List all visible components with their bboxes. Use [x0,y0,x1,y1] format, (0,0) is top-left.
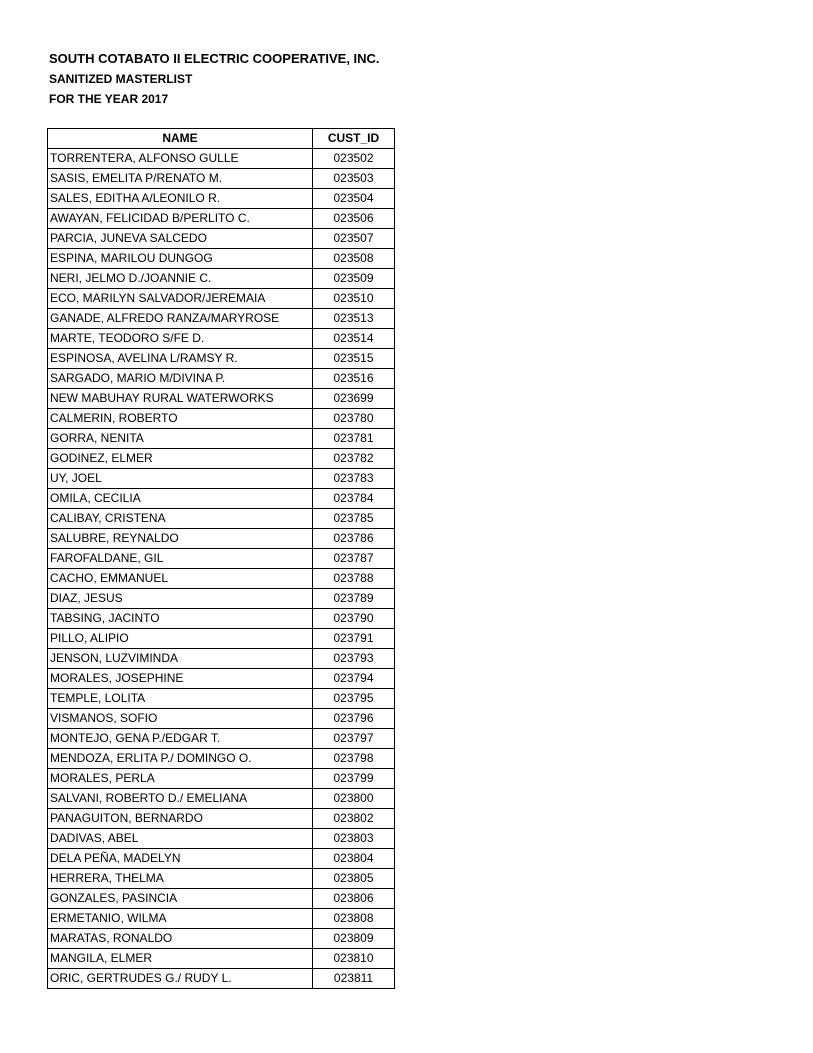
table-row [48,249,395,269]
table-row [48,189,395,209]
table-row [48,349,395,369]
customer-id-cell: 023795 [313,689,395,709]
customer-id-cell: 023782 [313,449,395,469]
table-row [48,869,395,889]
document-header [49,49,380,109]
customer-id-cell: 023789 [313,589,395,609]
customer-name-cell: CALIBAY, CRISTENA [48,509,313,529]
customer-name-cell: MORALES, PERLA [48,769,313,789]
table-row [48,149,395,169]
customer-name-cell: ERMETANIO, WILMA [48,909,313,929]
customer-id-cell: 023811 [313,969,395,989]
masterlist-table [47,128,395,989]
table-row [48,169,395,189]
customer-name-cell: NERI, JELMO D./JOANNIE C. [48,269,313,289]
customer-name-cell: FAROFALDANE, GIL [48,549,313,569]
table-row [48,209,395,229]
table-row [48,409,395,429]
customer-id-cell: 023513 [313,309,395,329]
customer-name-cell: PARCIA, JUNEVA SALCEDO [48,229,313,249]
table-row [48,949,395,969]
table-row [48,789,395,809]
table-row [48,469,395,489]
customer-name-cell: GODINEZ, ELMER [48,449,313,469]
customer-name-cell: DIAZ, JESUS [48,589,313,609]
company-title: SOUTH COTABATO II ELECTRIC COOPERATIVE, INC. [49,51,380,66]
customer-id-cell: 023502 [313,149,395,169]
customer-name-cell: SALES, EDITHA A/LEONILO R. [48,189,313,209]
customer-name-cell: MENDOZA, ERLITA P./ DOMINGO O. [48,749,313,769]
customer-id-cell: 023515 [313,349,395,369]
customer-name-cell: ORIC, GERTRUDES G./ RUDY L. [48,969,313,989]
table-row [48,269,395,289]
table-row [48,429,395,449]
customer-id-cell: 023804 [313,849,395,869]
customer-id-cell: 023796 [313,709,395,729]
customer-id-cell: 023798 [313,749,395,769]
customer-id-cell: 023806 [313,889,395,909]
customer-id-cell: 023507 [313,229,395,249]
customer-name-cell: GONZALES, PASINCIA [48,889,313,909]
customer-name-cell: TABSING, JACINTO [48,609,313,629]
table-row [48,369,395,389]
customer-id-cell: 023799 [313,769,395,789]
customer-name-cell: SALUBRE, REYNALDO [48,529,313,549]
customer-name-cell: PANAGUITON, BERNARDO [48,809,313,829]
customer-name-cell: DADIVAS, ABEL [48,829,313,849]
customer-name-cell: MARTE, TEODORO S/FE D. [48,329,313,349]
customer-id-cell: 023800 [313,789,395,809]
customer-id-cell: 023802 [313,809,395,829]
table-row [48,609,395,629]
table-row [48,729,395,749]
table-row [48,829,395,849]
table-row [48,389,395,409]
table-row [48,669,395,689]
customer-id-cell: 023783 [313,469,395,489]
customer-id-cell: 023810 [313,949,395,969]
customer-id-cell: 023503 [313,169,395,189]
table-row [48,489,395,509]
customer-name-cell: AWAYAN, FELICIDAD B/PERLITO C. [48,209,313,229]
customer-id-cell: 023510 [313,289,395,309]
customer-id-cell: 023781 [313,429,395,449]
table-row [48,449,395,469]
customer-id-cell: 023808 [313,909,395,929]
table-row [48,929,395,949]
customer-name-cell: CACHO, EMMANUEL [48,569,313,589]
customer-id-cell: 023797 [313,729,395,749]
customer-id-cell: 023506 [313,209,395,229]
customer-name-cell: MONTEJO, GENA P./EDGAR T. [48,729,313,749]
customer-name-cell: SARGADO, MARIO M/DIVINA P. [48,369,313,389]
table-row [48,589,395,609]
customer-id-cell: 023786 [313,529,395,549]
customer-id-cell: 023805 [313,869,395,889]
customer-id-cell: 023788 [313,569,395,589]
customer-id-cell: 023794 [313,669,395,689]
table-row [48,569,395,589]
customer-id-cell: 023791 [313,629,395,649]
customer-id-cell: 023787 [313,549,395,569]
table-row [48,329,395,349]
customer-id-cell: 023514 [313,329,395,349]
customer-name-cell: UY, JOEL [48,469,313,489]
customer-id-cell: 023803 [313,829,395,849]
table-body [48,149,395,989]
table-row [48,649,395,669]
customer-id-cell: 023504 [313,189,395,209]
table-row [48,309,395,329]
customer-id-cell: 023790 [313,609,395,629]
table-row [48,969,395,989]
customer-name-cell: GANADE, ALFREDO RANZA/MARYROSE [48,309,313,329]
year-line: FOR THE YEAR 2017 [49,92,169,106]
customer-id-cell: 023508 [313,249,395,269]
customer-id-cell: 023809 [313,929,395,949]
customer-name-cell: DELA PEÑA, MADELYN [48,849,313,869]
table-row [48,809,395,829]
table-row [48,509,395,529]
customer-id-cell: 023509 [313,269,395,289]
customer-name-cell: ESPINA, MARILOU DUNGOG [48,249,313,269]
customer-name-cell: OMILA, CECILIA [48,489,313,509]
customer-name-cell: MORALES, JOSEPHINE [48,669,313,689]
customer-name-cell: MARATAS, RONALDO [48,929,313,949]
customer-name-cell: TORRENTERA, ALFONSO GULLE [48,149,313,169]
column-header-cust-id: CUST_ID [313,129,395,149]
table-row [48,769,395,789]
table-row [48,749,395,769]
customer-name-cell: NEW MABUHAY RURAL WATERWORKS [48,389,313,409]
customer-name-cell: CALMERIN, ROBERTO [48,409,313,429]
customer-name-cell: ESPINOSA, AVELINA L/RAMSY R. [48,349,313,369]
table-row [48,549,395,569]
customer-name-cell: TEMPLE, LOLITA [48,689,313,709]
table-row [48,689,395,709]
customer-id-cell: 023516 [313,369,395,389]
table-row [48,629,395,649]
customer-name-cell: GORRA, NENITA [48,429,313,449]
table-row [48,849,395,869]
customer-name-cell: HERRERA, THELMA [48,869,313,889]
customer-name-cell: JENSON, LUZVIMINDA [48,649,313,669]
customer-id-cell: 023784 [313,489,395,509]
customer-name-cell: ECO, MARILYN SALVADOR/JEREMAIA [48,289,313,309]
customer-id-cell: 023785 [313,509,395,529]
customer-id-cell: 023699 [313,389,395,409]
table-row [48,529,395,549]
customer-id-cell: 023793 [313,649,395,669]
table-row [48,889,395,909]
table-row [48,289,395,309]
customer-id-cell: 023780 [313,409,395,429]
table-row [48,909,395,929]
table-row [48,229,395,249]
table-row [48,709,395,729]
table-header-row [48,129,395,149]
customer-name-cell: VISMANOS, SOFIO [48,709,313,729]
customer-name-cell: SASIS, EMELITA P/RENATO M. [48,169,313,189]
document-subtitle: SANITIZED MASTERLIST [49,72,193,86]
customer-name-cell: MANGILA, ELMER [48,949,313,969]
customer-name-cell: PILLO, ALIPIO [48,629,313,649]
column-header-name: NAME [48,129,313,149]
customer-name-cell: SALVANI, ROBERTO D./ EMELIANA [48,789,313,809]
